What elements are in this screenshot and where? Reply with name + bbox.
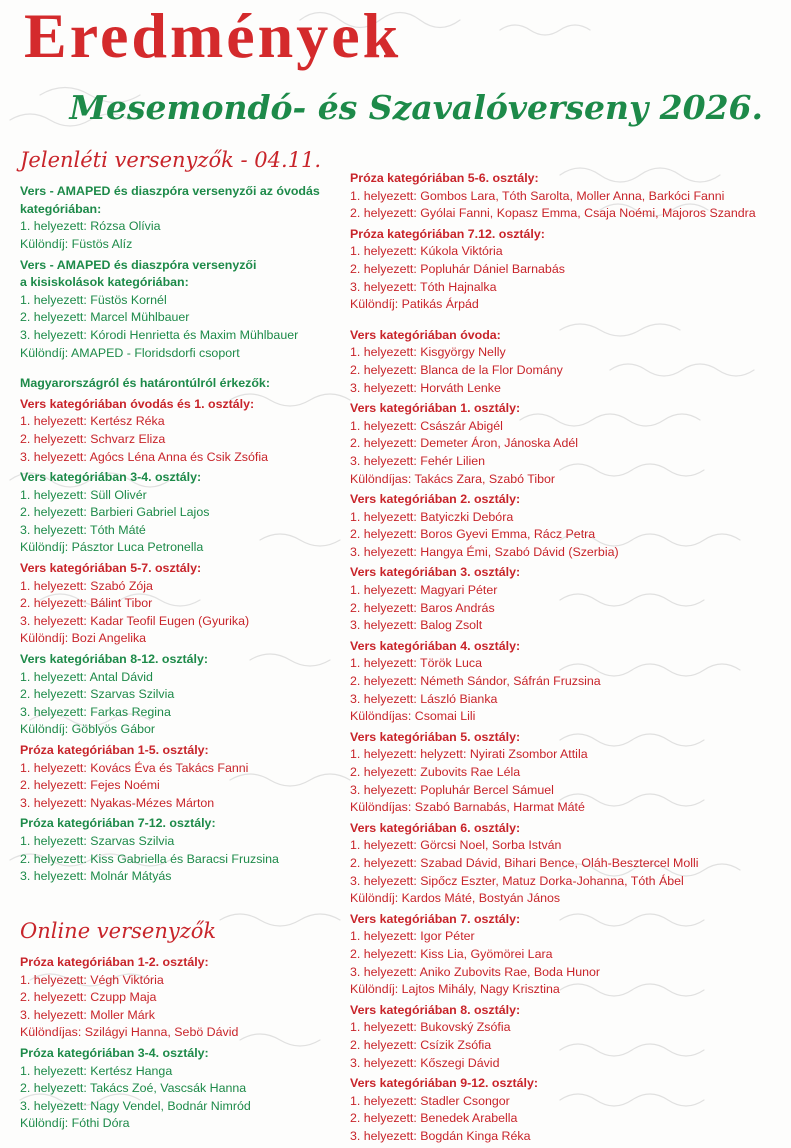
result-line: Különdíjas: Szabó Barnabás, Harmat Máté	[350, 800, 585, 815]
category-block	[350, 564, 780, 634]
category-block	[350, 638, 780, 726]
result-line: 1. helyezett: Császár Abigél	[350, 418, 503, 433]
category-title: Vers kategóriában 4. osztály:	[350, 638, 521, 653]
result-line: 2. helyezett: Zubovits Rae Léla	[350, 765, 521, 779]
category-title: Vers kategóriában óvodás és 1. osztály:	[20, 396, 255, 411]
result-line: 3. helyezett: Kőszegi Dávid	[350, 1055, 500, 1070]
result-line: 2. helyezett: Czupp Maja	[20, 990, 157, 1005]
category-block	[20, 954, 342, 1042]
result-line: 1. helyezett: Szabó Zója	[20, 578, 153, 593]
category-block	[20, 257, 342, 363]
result-line: Különdíj: Bozi Angelika	[20, 631, 147, 646]
category-title: Próza kategóriában 1-5. osztály:	[20, 743, 209, 757]
result-line: 1. helyezett: helyzett: Nyirati Zsombor Attila	[350, 747, 588, 762]
category-block	[350, 491, 780, 561]
result-line: 2. helyezett: Kiss Gabriella és Baracsi Fruzsina	[20, 851, 279, 866]
result-line: 1. helyezett: Igor Péter	[350, 929, 475, 944]
result-line: 2. helyezett: Baros András	[350, 600, 495, 615]
category-block	[350, 400, 780, 488]
result-line: Különdíj: Göblyös Gábor	[20, 722, 155, 737]
result-line: 3. helyezett: Tóth Máté	[20, 522, 146, 537]
category-title: Vers kategóriában 7. osztály:	[350, 911, 521, 926]
result-line: Különdíjas: Csomai Lili	[350, 709, 476, 724]
category-title: Vers kategóriában óvoda:	[350, 327, 501, 342]
category-title: Vers - AMAPED és diaszpóra versenyzői a kisiskolások kategóriában:	[20, 257, 257, 290]
category-block	[350, 327, 780, 397]
category-title: Vers kategóriában 6. osztály:	[350, 820, 521, 835]
result-line: 3. helyezett: Popluhár Bercel Sámuel	[350, 782, 554, 797]
category-title: Vers kategóriában 3-4. osztály:	[20, 470, 202, 485]
result-line: Különdíj: Pásztor Luca Petronella	[20, 540, 204, 555]
left-column	[20, 148, 342, 1136]
result-line: 1. helyezett: Végh Viktória	[20, 972, 164, 987]
category-block	[20, 651, 342, 739]
category-title: Vers kategóriában 5-7. osztály:	[20, 561, 202, 576]
category-block	[350, 1002, 780, 1072]
result-line: 2. helyezett: Szarvas Szilvia	[20, 687, 175, 702]
result-line: 3. helyezett: Fehér Lilien	[350, 453, 485, 468]
category-block	[350, 170, 780, 223]
result-line: Különdíj: Patikás Árpád	[350, 297, 479, 312]
category-title: Vers kategóriában 5. osztály:	[350, 729, 521, 744]
result-line: 2. helyezett: Blanca de la Flor Domány	[350, 362, 563, 377]
result-line: 2. helyezett: Németh Sándor, Sáfrán Fruzsina	[350, 674, 601, 689]
result-line: 3. helyezett: Molnár Mátyás	[20, 869, 172, 884]
category-block	[20, 183, 342, 253]
result-line: 1. helyezett: Kovács Éva és Takács Fanni	[20, 760, 249, 775]
category-block	[350, 729, 780, 817]
section-heading: Jelenléti versenyzők - 04.11.	[20, 148, 322, 172]
result-line: 3. helyezett: Hangya Émi, Szabó Dávid (Szerbia)	[350, 544, 619, 559]
result-line: 3. helyezett: Nagy Vendel, Bodnár Nimród	[20, 1098, 251, 1113]
result-line: 1. helyezett: Kúkola Viktória	[350, 244, 503, 259]
result-line: 1. helyezett: Kertész Hanga	[20, 1063, 173, 1078]
category-title: Magyarországról és határontúlról érkezők:	[20, 376, 270, 391]
result-line: 1. helyezett: Szarvas Szilvia	[20, 833, 175, 848]
result-line: 2. helyezett: Kiss Lia, Gyömörei Lara	[350, 946, 553, 961]
category-block	[350, 911, 780, 999]
result-line: Különdíj: Kardos Máté, Bostyán János	[350, 891, 561, 906]
category-title: Vers kategóriában 3. osztály:	[350, 565, 521, 580]
category-block	[350, 820, 780, 908]
category-title: Vers kategóriában 8. osztály:	[350, 1002, 521, 1017]
result-line: 2. helyezett: Schvarz Eliza	[20, 431, 166, 446]
category-title: Próza kategóriában 7.12. osztály:	[350, 226, 545, 241]
result-line: 1. helyezett: Rózsa Olívia	[20, 219, 161, 234]
result-line: 1. helyezett: Magyari Péter	[350, 583, 498, 598]
result-line: Különdíj: Füstös Alíz	[20, 236, 133, 251]
category-title: Próza kategóriában 5-6. osztály:	[350, 171, 539, 185]
category-title: Vers - AMAPED és diaszpóra versenyzői az óvodás kategóriában:	[20, 184, 320, 216]
category-block	[20, 375, 342, 393]
category-block	[20, 742, 342, 812]
result-line: 1. helyezett: Füstös Kornél	[20, 292, 167, 307]
result-line: 2. helyezett: Popluhár Dániel Barnabás	[350, 261, 565, 276]
page-title: Eredmények	[24, 0, 402, 71]
result-line: 1. helyezett: Gombos Lara, Tóth Sarolta, Moller Anna, Barkóci Fanni	[350, 188, 725, 203]
result-line: Különdíjas: Takács Zara, Szabó Tibor	[350, 471, 556, 486]
category-title: Vers kategóriában 1. osztály:	[350, 401, 521, 416]
right-column	[350, 170, 780, 1148]
result-line: 2. helyezett: Fejes Noémi	[20, 778, 160, 793]
result-line: 3. helyezett: Bogdán Kinga Réka	[350, 1128, 531, 1143]
result-line: 3. helyezett: Farkas Regina	[20, 704, 171, 719]
category-block	[20, 396, 342, 466]
category-title: Vers kategóriában 2. osztály:	[350, 492, 521, 507]
result-line: Különdíjas: Szilágyi Hanna, Sebö Dávid	[20, 1025, 239, 1040]
category-block	[20, 560, 342, 648]
result-line: 2. helyezett: Boros Gyevi Emma, Rácz Petra	[350, 527, 596, 542]
category-title: Vers kategóriában 8-12. osztály:	[20, 652, 209, 667]
category-block	[350, 226, 780, 314]
result-line: 3. helyezett: Aniko Zubovits Rae, Boda Hunor	[350, 964, 601, 979]
result-line: 3. helyezett: Nyakas-Mézes Márton	[20, 795, 215, 810]
result-line: Különdíj: AMAPED - Floridsdorfi csoport	[20, 345, 240, 360]
result-line: 1. helyezett: Batyiczki Debóra	[350, 509, 514, 524]
result-line: 2. helyezett: Barbieri Gabriel Lajos	[20, 505, 210, 520]
result-line: 1. helyezett: Bukovský Zsófia	[350, 1020, 511, 1035]
page-subtitle: Mesemondó- és Szavalóverseny 2026.	[69, 88, 763, 127]
result-line: 2. helyezett: Demeter Áron, Jánoska Adél	[350, 436, 578, 451]
result-line: 1. helyezett: Kertész Réka	[20, 414, 165, 429]
result-line: 2. helyezett: Marcel Mühlbauer	[20, 310, 190, 325]
result-line: 1. helyezett: Antal Dávid	[20, 669, 153, 684]
result-line: 1. helyezett: Görcsi Noel, Sorba István	[350, 838, 562, 853]
category-title: Próza kategóriában 1-2. osztály:	[20, 954, 209, 969]
category-title: Próza kategóriában 3-4. osztály:	[20, 1045, 209, 1060]
result-line: 3. helyezett: László Bianka	[350, 691, 498, 706]
result-line: 3. helyezett: Balog Zsolt	[350, 618, 483, 633]
result-line: 2. helyezett: Gyólai Fanni, Kopasz Emma, Csaja Noémi, Majoros Szandra	[350, 206, 756, 221]
result-line: 2. helyezett: Szabad Dávid, Bihari Bence, Oláh-Besztercel Molli	[350, 855, 699, 870]
result-line: 3. helyezett: Moller Márk	[20, 1007, 155, 1022]
result-line: 2. helyezett: Csízik Zsófia	[350, 1037, 492, 1052]
result-line: 1. helyezett: Kisgyörgy Nelly	[350, 345, 506, 360]
result-line: 2. helyezett: Benedek Arabella	[350, 1111, 518, 1126]
category-title: Vers kategóriában 9-12. osztály:	[350, 1076, 539, 1091]
result-line: Különdíj: Lajtos Mihály, Nagy Krisztina	[350, 982, 560, 997]
result-line: 2. helyezett: Takács Zoé, Vascsák Hanna	[20, 1081, 247, 1096]
category-block	[20, 815, 342, 885]
result-line: 1. helyezett: Süll Olivér	[20, 487, 147, 502]
category-block	[350, 1075, 780, 1145]
category-block	[20, 469, 342, 557]
result-line: Különdíj: Fóthi Dóra	[20, 1116, 130, 1131]
result-line: 3. helyezett: Kórodi Henrietta és Maxim Mühlbauer	[20, 327, 299, 342]
result-line: 3. helyezett: Sipőcz Eszter, Matuz Dorka-Johanna, Tóth Ábel	[350, 873, 684, 888]
result-line: 3. helyezett: Horváth Lenke	[350, 380, 501, 395]
result-line: 3. helyezett: Kadar Teofil Eugen (Gyurika)	[20, 613, 250, 628]
result-line: 1. helyezett: Stadler Csongor	[350, 1093, 510, 1108]
result-line: 2. helyezett: Bálint Tibor	[20, 596, 153, 611]
result-line: 3. helyezett: Agócs Léna Anna és Csik Zsófia	[20, 449, 268, 464]
result-line: 1. helyezett: Török Luca	[350, 656, 483, 671]
section-heading: Online versenyzők	[20, 918, 217, 943]
category-title: Próza kategóriában 7-12. osztály:	[20, 816, 216, 831]
result-line: 3. helyezett: Tóth Hajnalka	[350, 279, 497, 294]
